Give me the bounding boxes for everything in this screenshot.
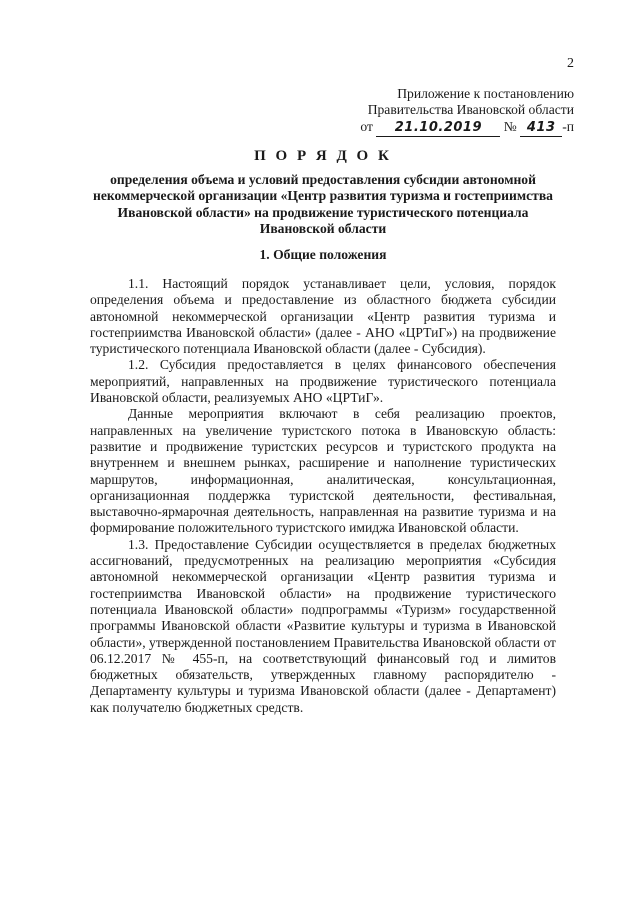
paragraph-1-2: 1.2. Субсидия предоставляется в целях финансового обеспечения мероприятий, направленных на продвижение туристического потенциала Ивановской области, реализуемых АНО «ЦРТиГ». bbox=[90, 357, 556, 406]
from-label: от bbox=[360, 118, 373, 134]
appendix-date-line bbox=[274, 119, 574, 137]
number-suffix: -п bbox=[562, 118, 574, 134]
page-number: 2 bbox=[567, 56, 574, 71]
section-heading: 1. Общие положения bbox=[259, 247, 387, 262]
document-subtitle: определения объема и условий предоставления субсидии автономной некоммерческой организации «Центр развития туризма и гостеприимства Ивановской области» на продвижение туристического потенциала Ивановской области bbox=[93, 172, 553, 237]
handwritten-date: 21.10.2019 bbox=[376, 120, 500, 137]
paragraph-1-3: 1.3. Предоставление Субсидии осуществляется в пределах бюджетных ассигнований, предусмотренных на реализацию мероприятия «Субсидия автономной некоммерческой организации «Центр развития туризма и гостеприимства Ивановской области» на продвижение туристического потенциала Ивановской области» подпрограммы «Туризм» государственной программы Ивановской области «Развитие культуры и туризма в Ивановской области», утвержденной постановлением Правительства Ивановской области от 06.12.2017 № 455-п, на соответствующий финансовый год и лимитов бюджетных обязательств, утвержденных главному распорядителю - Департаменту культуры и туризма Ивановской области (далее - Департамент) как получателю бюджетных средств. bbox=[90, 536, 556, 715]
appendix-line-1: Приложение к постановлению bbox=[397, 86, 574, 101]
document-title: П О Р Я Д О К bbox=[254, 148, 392, 164]
number-label: № bbox=[503, 118, 517, 134]
appendix-block bbox=[274, 86, 574, 137]
document-body bbox=[90, 276, 556, 716]
paragraph-activities: Данные мероприятия включают в себя реализацию проектов, направленных на увеличение туристского потока в Ивановскую область: развитие и продвижение туристских ресурсов и туристского продукта на внутреннем и внешнем рынках, расширение и наполнение туристических маршрутов, информационная, аналитическая, консультационная, организационная поддержка туристской деятельности, фестивальная, выставочно-ярмарочная деятельность, направленная на развитие туризма и на формирование положительного туристского имиджа Ивановской области. bbox=[90, 406, 556, 536]
appendix-line-2: Правительства Ивановской области bbox=[367, 102, 574, 118]
handwritten-number: 413 bbox=[520, 120, 562, 137]
paragraph-1-1: 1.1. Настоящий порядок устанавливает цели, условия, порядок определения объема и предоставление из областного бюджета субсидии автономной некоммерческой организации «Центр развития туризма и гостеприимства Ивановской области» (далее - АНО «ЦРТиГ») на продвижение туристического потенциала Ивановской области (далее - Субсидия). bbox=[90, 276, 556, 357]
